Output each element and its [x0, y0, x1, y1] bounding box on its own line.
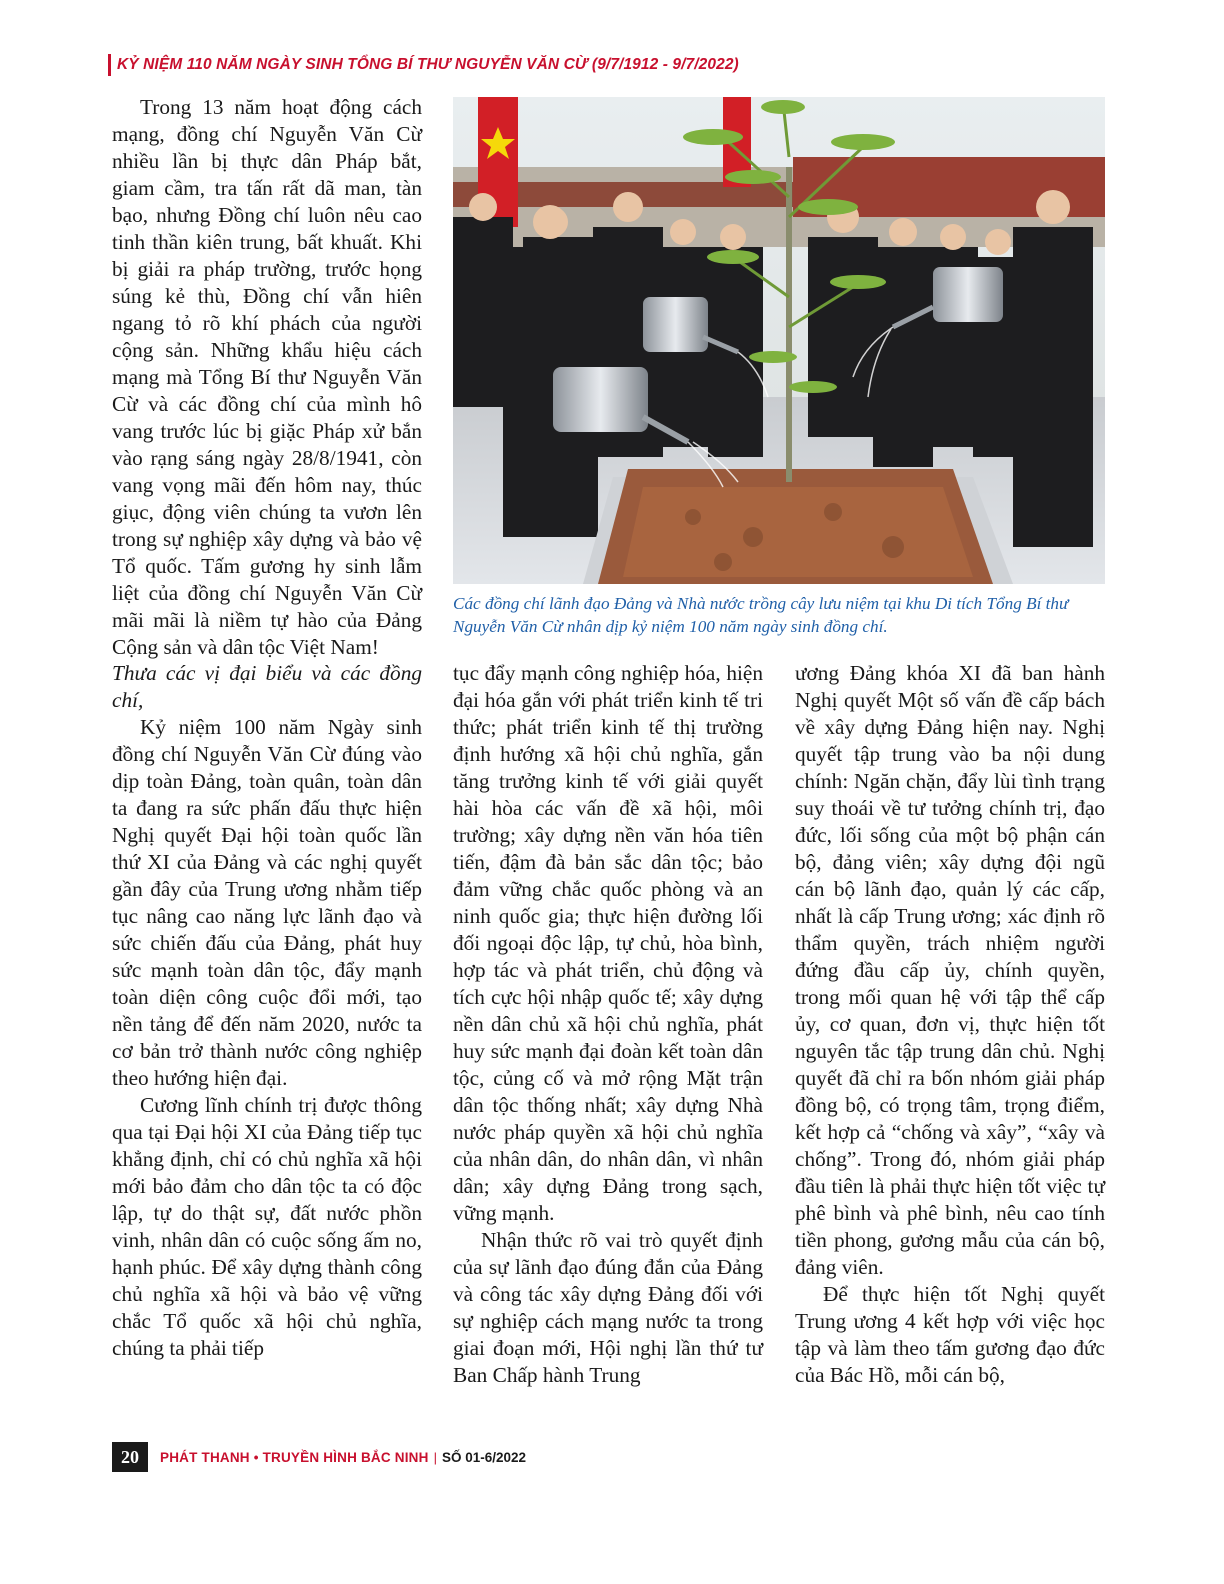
running-header [108, 52, 1108, 78]
paragraph: Để thực hiện tốt Nghị quyết Trung ương 4 kết hợp với việc học tập và làm theo tấm gương đạo đức của Bác Hồ, mỗi cán bộ, [795, 1282, 1105, 1387]
page-footer [112, 1442, 526, 1472]
salutation: Thưa các vị đại biểu và các đồng chí, [112, 661, 422, 712]
header-title: KỶ NIỆM 110 NĂM NGÀY SINH TỔNG BÍ THƯ NGUYỄN VĂN CỪ (9/7/1912 - 9/7/2022) [117, 56, 739, 73]
paragraph: Cương lĩnh chính trị được thông qua tại Đại hội XI của Đảng tiếp tục khẳng định, chỉ có chủ nghĩa xã hội mới bảo đảm cho dân tộc ta có độc lập, tự do thật sự, đất nước phồn vinh, nhân dân có cuộc sống ấm no, hạnh phúc. Để xây dựng thành công chủ nghĩa xã hội và bảo vệ vững chắc Tổ quốc xã hội chủ nghĩa, chúng ta phải tiếp [112, 1093, 422, 1360]
photo-illustration [453, 97, 1105, 584]
column-1-top [112, 94, 422, 661]
paragraph: tục đẩy mạnh công nghiệp hóa, hiện đại hóa gắn với phát triển kinh tế tri thức; phát triển kinh tế thị trường định hướng xã hội chủ nghĩa, gắn tăng trưởng kinh tế với giải quyết hài hòa các vấn đề xã hội, môi trường; xây dựng nền văn hóa tiên tiến, đậm đà bản sắc dân tộc; bảo đảm vững chắc quốc phòng và an ninh quốc gia; thực hiện đường lối đối ngoại độc lập, tự chủ, hòa bình, hợp tác và phát triển, chủ động và tích cực hội nhập quốc tế; xây dựng nền dân chủ xã hội chủ nghĩa, phát huy sức mạnh đại đoàn kết toàn dân tộc, củng cố và mở rộng Mặt trận dân tộc thống nhất; xây dựng Nhà nước pháp quyền xã hội chủ nghĩa của nhân dân, do nhân dân, vì nhân dân; xây dựng Đảng trong sạch, vững mạnh. [453, 661, 763, 1225]
footer-separator: | [433, 1449, 437, 1465]
paragraph: ương Đảng khóa XI đã ban hành Nghị quyết Một số vấn đề cấp bách về xây dựng Đảng hiện nay. Nghị quyết tập trung vào ba nội dung chính: Ngăn chặn, đẩy lùi tình trạng suy thoái về tư tưởng chính trị, đạo đức, lối sống của một bộ phận cán bộ, đảng viên; xây dựng đội ngũ cán bộ lãnh đạo, quản lý các cấp, nhất là cấp Trung ương; xác định rõ thẩm quyền, trách nhiệm người đứng đầu cấp ủy, chính quyền, trong mối quan hệ với tập thể cấp ủy, cơ quan, đơn vị, thực hiện tốt nguyên tắc tập trung dân chủ. Nghị quyết đã chỉ ra bốn nhóm giải pháp đồng bộ, có trọng tâm, trọng điểm, kết hợp cả “chống và xây”, “xây và chống”. Trong đó, nhóm giải pháp đầu tiên là phải thực hiện tốt việc tự phê bình và phê bình, nêu cao tính tiền phong, gương mẫu của cán bộ, đảng viên. [795, 661, 1105, 1279]
column-1-bottom [112, 660, 422, 1362]
tree-planting-photo [453, 97, 1105, 584]
paragraph: Nhận thức rõ vai trò quyết định của sự lãnh đạo đúng đắn của Đảng và công tác xây dựng Đảng đối với sự nghiệp cách mạng nước ta trong giai đoạn mới, Hội nghị lần thứ tư Ban Chấp hành Trung [453, 1228, 763, 1387]
publication-name: PHÁT THANH • TRUYỀN HÌNH BẮC NINH [160, 1449, 429, 1465]
paragraph: Kỷ niệm 100 năm Ngày sinh đồng chí Nguyễn Văn Cừ đúng vào dịp toàn Đảng, toàn quân, toàn dân ta đang ra sức phấn đấu thực hiện Nghị quyết Đại hội toàn quốc lần thứ XI của Đảng và các nghị quyết gần đây của Trung ương nhằm tiếp tục nâng cao năng lực lãnh đạo và sức chiến đấu của Đảng, phát huy sức mạnh toàn dân tộc, đẩy mạnh toàn diện công cuộc đổi mới, tạo nền tảng để đến năm 2020, nước ta cơ bản trở thành nước công nghiệp theo hướng hiện đại. [112, 715, 422, 1090]
column-2 [453, 660, 763, 1389]
paragraph: Trong 13 năm hoạt động cách mạng, đồng chí Nguyễn Văn Cừ nhiều lần bị thực dân Pháp bắt, giam cầm, tra tấn rất dã man, tàn bạo, nhưng Đồng chí luôn nêu cao tinh thần kiên trung, bất khuất. Khi bị giải ra pháp trường, trước họng súng kẻ thù, Đồng chí vẫn hiên ngang tỏ rõ khí phách của người cộng sản. Những khẩu hiệu cách mạng mà Tổng Bí thư Nguyễn Văn Cừ và các đồng chí của mình hô vang trước lúc bị giặc Pháp xử bắn vào rạng sáng ngày 28/8/1941, còn vang vọng mãi đến hôm nay, thúc giục, động viên chúng ta vươn lên trong sự nghiệp xây dựng và bảo vệ Tổ quốc. Tấm gương hy sinh lẫm liệt của đồng chí Nguyễn Văn Cừ mãi mãi là niềm tự hào của Đảng Cộng sản và dân tộc Việt Nam! [112, 95, 422, 659]
column-3 [795, 660, 1105, 1389]
photo-caption: Các đồng chí lãnh đạo Đảng và Nhà nước trồng cây lưu niệm tại khu Di tích Tổng Bí thư Nguyễn Văn Cừ nhân dịp kỷ niệm 100 năm ngày sinh đồng chí. [453, 594, 1069, 636]
header-accent-bar [108, 54, 111, 76]
page-number: 20 [112, 1442, 148, 1472]
issue-number: SỐ 01-6/2022 [441, 1449, 527, 1465]
